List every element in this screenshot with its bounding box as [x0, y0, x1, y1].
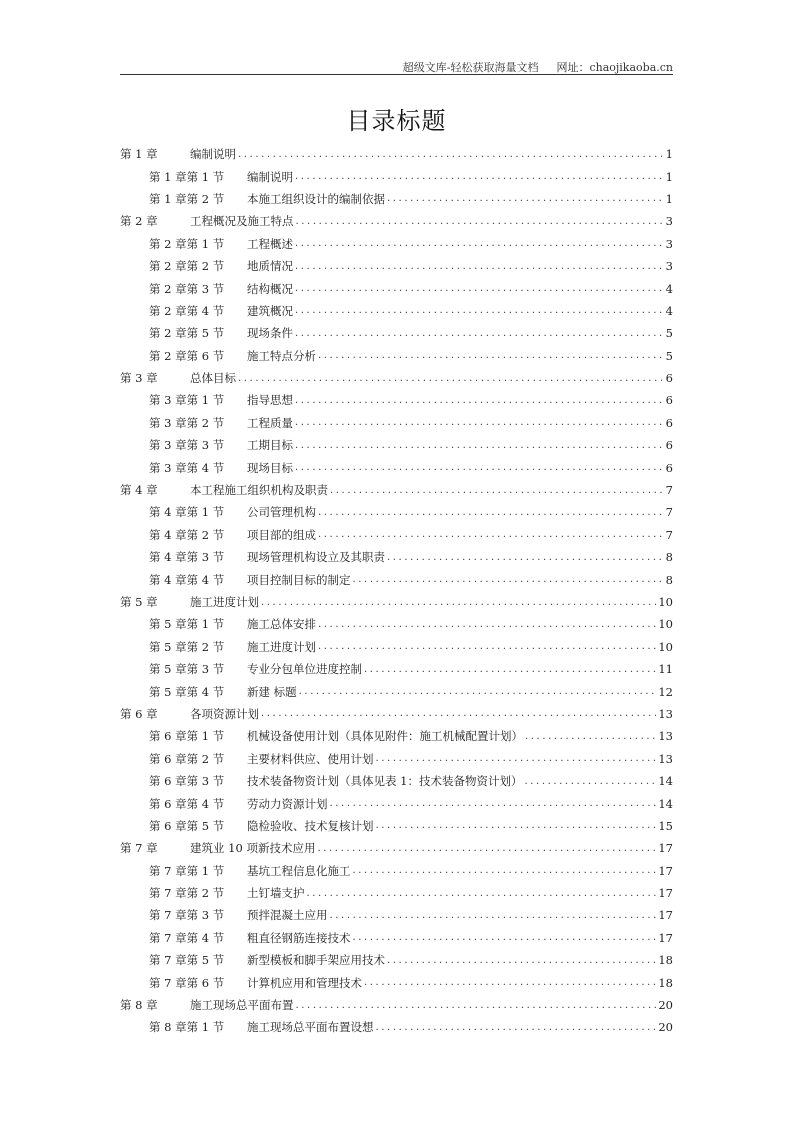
toc-entry-number: 第 6 章: [120, 706, 158, 721]
toc-leader-dots: [376, 820, 657, 831]
toc-section-entry[interactable]: [120, 412, 673, 434]
toc-section-entry[interactable]: [120, 882, 673, 904]
toc-leader-dots: [364, 664, 656, 675]
toc-page-number: 1: [665, 191, 673, 206]
toc-entry-title: 工程概况及施工特点: [190, 214, 294, 229]
toc-section-entry[interactable]: [120, 233, 673, 255]
toc-page-number: 17: [658, 863, 673, 878]
toc-entry-title: 专业分包单位进度控制: [247, 662, 362, 677]
toc-entry-number: 第 3 章: [120, 371, 158, 386]
toc-entry-number: 第 8 章: [120, 998, 158, 1013]
toc-entry-number: 第 1 章第 2 节: [149, 191, 225, 206]
toc-entry-title: 总体目标: [190, 371, 236, 386]
toc-section-entry[interactable]: [120, 680, 673, 702]
toc-leader-dots: [318, 529, 663, 540]
toc-entry-number: 第 4 章第 1 节: [149, 505, 225, 520]
toc-leader-dots: [376, 1022, 657, 1033]
toc-page-number: 3: [665, 214, 673, 229]
toc-page-number: 18: [658, 953, 673, 968]
toc-leader-dots: [295, 417, 663, 428]
toc-leader-dots: [238, 373, 663, 384]
toc-entry-title: 主要材料供应、使用计划: [247, 751, 374, 766]
toc-entry-title: 预拌混凝土应用: [247, 908, 328, 923]
header-text: [403, 59, 673, 75]
toc-entry-title: 各项资源计划: [190, 706, 259, 721]
toc-section-entry[interactable]: [120, 345, 673, 367]
toc-section-entry[interactable]: [120, 568, 673, 590]
toc-entry-title: 机械设备使用计划（具体见附件：施工机械配置计划）: [247, 729, 523, 744]
toc-section-entry[interactable]: [120, 501, 673, 523]
toc-section-entry[interactable]: [120, 949, 673, 971]
toc-leader-dots: [261, 597, 656, 608]
toc-leader-dots: [318, 641, 656, 652]
toc-leader-dots: [299, 686, 657, 697]
toc-entry-title: 隐检验收、技术复核计划: [247, 818, 374, 833]
toc-entry-number: 第 6 章第 4 节: [149, 796, 225, 811]
toc-section-entry[interactable]: [120, 524, 673, 546]
toc-entry-number: 第 7 章第 1 节: [149, 863, 225, 878]
toc-chapter-entry[interactable]: [120, 367, 673, 389]
toc-entry-title: 新建 标题: [247, 684, 297, 699]
toc-entry-number: 第 2 章第 3 节: [149, 281, 225, 296]
toc-entry-title: 施工现场总平面布置设想: [247, 1020, 374, 1035]
toc-entry-number: 第 1 章第 1 节: [149, 169, 225, 184]
toc-page-number: 8: [665, 550, 673, 565]
toc-entry-title: 建筑业 10 项新技术应用: [190, 841, 316, 856]
toc-entry-number: 第 2 章第 5 节: [149, 326, 225, 341]
toc-section-entry[interactable]: [120, 815, 673, 837]
toc-entry-title: 计算机应用和管理技术: [247, 975, 362, 990]
toc-entry-title: 公司管理机构: [247, 505, 316, 520]
site-url[interactable]: chaojikaoba.cn: [589, 61, 673, 74]
toc-entry-number: 第 5 章第 1 节: [149, 617, 225, 632]
toc-entry-title: 指导思想: [247, 393, 293, 408]
toc-page-number: 5: [665, 326, 673, 341]
url-label: 网址：: [556, 61, 590, 74]
toc-section-entry[interactable]: [120, 322, 673, 344]
toc-page-number: 6: [665, 415, 673, 430]
toc-entry-number: 第 2 章第 2 节: [149, 259, 225, 274]
toc-leader-dots: [387, 955, 656, 966]
toc-page-number: 7: [665, 483, 673, 498]
toc-section-entry[interactable]: [120, 165, 673, 187]
toc-leader-dots: [261, 708, 656, 719]
toc-entry-title: 项目控制目标的制定: [247, 572, 351, 587]
toc-leader-dots: [387, 193, 663, 204]
toc-entry-title: 编制说明: [190, 147, 236, 162]
toc-leader-dots: [295, 462, 663, 473]
toc-leader-dots: [317, 843, 656, 854]
toc-entry-number: 第 4 章第 3 节: [149, 550, 225, 565]
toc-page-number: 6: [665, 438, 673, 453]
toc-entry-number: 第 6 章第 1 节: [149, 729, 225, 744]
toc-page-number: 20: [658, 1020, 673, 1035]
toc-section-entry[interactable]: [120, 792, 673, 814]
toc-section-entry[interactable]: [120, 860, 673, 882]
toc-page-number: 18: [658, 975, 673, 990]
toc-section-entry[interactable]: [120, 971, 673, 993]
toc-page-number: 11: [658, 662, 673, 677]
toc-section-entry[interactable]: [120, 770, 673, 792]
toc-entry-title: 工程质量: [247, 415, 293, 430]
toc-leader-dots: [364, 977, 656, 988]
toc-leader-dots: [296, 1000, 657, 1011]
toc-entry-title: 粗直径钢筋连接技术: [247, 930, 351, 945]
toc-entry-number: 第 7 章第 5 节: [149, 953, 225, 968]
toc-entry-number: 第 3 章第 4 节: [149, 460, 225, 475]
toc-entry-number: 第 8 章第 1 节: [149, 1020, 225, 1035]
toc-section-entry[interactable]: [120, 546, 673, 568]
toc-entry-number: 第 6 章第 2 节: [149, 751, 225, 766]
toc-chapter-entry[interactable]: [120, 837, 673, 859]
toc-leader-dots: [318, 619, 656, 630]
toc-entry-number: 第 1 章: [120, 147, 158, 162]
toc-section-entry[interactable]: [120, 1016, 673, 1038]
toc-entry-number: 第 7 章第 2 节: [149, 886, 225, 901]
toc-entry-number: 第 6 章第 3 节: [149, 774, 225, 789]
site-name: 超级文库-轻松获取海量文档: [402, 61, 539, 74]
toc-section-entry[interactable]: [120, 255, 673, 277]
toc-entry-number: 第 4 章第 4 节: [149, 572, 225, 587]
toc-leader-dots: [318, 350, 663, 361]
toc-page-number: 17: [658, 841, 673, 856]
toc-chapter-entry[interactable]: [120, 994, 673, 1016]
toc-entry-title: 施工进度计划: [247, 639, 316, 654]
toc-leader-dots: [376, 753, 657, 764]
toc-page-number: 6: [665, 371, 673, 386]
toc-leader-dots: [387, 552, 663, 563]
toc-page-number: 6: [665, 393, 673, 408]
toc-leader-dots: [330, 485, 663, 496]
toc-page-number: 8: [665, 572, 673, 587]
toc-page-number: 20: [658, 998, 673, 1013]
toc-page-number: 3: [665, 259, 673, 274]
toc-leader-dots: [295, 261, 663, 272]
table-of-contents: [120, 143, 673, 1039]
toc-page-number: 7: [665, 505, 673, 520]
toc-leader-dots: [307, 888, 657, 899]
toc-entry-number: 第 6 章第 5 节: [149, 818, 225, 833]
toc-entry-number: 第 5 章第 2 节: [149, 639, 225, 654]
toc-page-number: 10: [658, 639, 673, 654]
toc-leader-dots: [330, 798, 657, 809]
toc-section-entry[interactable]: [120, 389, 673, 411]
toc-page-number: 5: [665, 348, 673, 363]
toc-section-entry[interactable]: [120, 277, 673, 299]
toc-leader-dots: [295, 395, 663, 406]
toc-entry-number: 第 5 章第 4 节: [149, 684, 225, 699]
toc-entry-title: 工期目标: [247, 438, 293, 453]
toc-entry-title: 新型模板和脚手架应用技术: [247, 953, 385, 968]
toc-page-number: 14: [658, 774, 673, 789]
toc-section-entry[interactable]: [120, 188, 673, 210]
toc-page-number: 4: [665, 303, 673, 318]
toc-leader-dots: [318, 507, 663, 518]
toc-page-number: 17: [658, 908, 673, 923]
toc-chapter-entry[interactable]: [120, 479, 673, 501]
toc-entry-title: 工程概述: [247, 236, 293, 251]
toc-entry-number: 第 7 章第 4 节: [149, 930, 225, 945]
toc-entry-number: 第 5 章: [120, 595, 158, 609]
toc-chapter-entry[interactable]: [120, 591, 673, 613]
toc-page-number: 4: [665, 281, 673, 296]
toc-page-number: 13: [658, 706, 673, 721]
toc-entry-title: 施工特点分析: [247, 348, 316, 363]
toc-entry-title: 施工总体安排: [247, 617, 316, 632]
toc-entry-title: 本工程施工组织机构及职责: [190, 483, 328, 498]
page-header: [120, 58, 673, 75]
toc-leader-dots: [524, 776, 656, 787]
toc-page-number: 13: [658, 729, 673, 744]
toc-page-number: 13: [658, 751, 673, 766]
toc-leader-dots: [295, 328, 663, 339]
toc-page-number: 7: [665, 527, 673, 542]
toc-leader-dots: [295, 171, 663, 182]
toc-entry-title: 建筑概况: [247, 303, 293, 318]
toc-entry-title: 结构概况: [247, 281, 293, 296]
toc-entry-title: 现场目标: [247, 460, 293, 475]
toc-entry-number: 第 2 章第 6 节: [149, 348, 225, 363]
toc-page-number: 10: [658, 595, 673, 609]
toc-page-number: 6: [665, 460, 673, 475]
toc-entry-number: 第 2 章第 4 节: [149, 303, 225, 318]
toc-leader-dots: [353, 932, 657, 943]
toc-entry-number: 第 7 章第 6 节: [149, 975, 225, 990]
toc-entry-title: 土钉墙支护: [247, 886, 305, 901]
toc-entry-number: 第 7 章: [120, 841, 158, 856]
toc-entry-title: 劳动力资源计划: [247, 796, 328, 811]
toc-entry-title: 施工现场总平面布置: [190, 998, 294, 1013]
toc-entry-title: 地质情况: [247, 259, 293, 274]
toc-leader-dots: [238, 149, 663, 160]
toc-page-number: 17: [658, 930, 673, 945]
toc-section-entry[interactable]: [120, 434, 673, 456]
toc-page-number: 1: [665, 169, 673, 184]
toc-entry-title: 技术装备物资计划（具体见表 1：技术装备物资计划）: [247, 774, 523, 789]
toc-chapter-entry[interactable]: [120, 210, 673, 232]
toc-page-number: 3: [665, 236, 673, 251]
page-title: 目录标题: [346, 107, 447, 135]
toc-page-number: 1: [665, 147, 673, 162]
toc-leader-dots: [295, 283, 663, 294]
toc-leader-dots: [295, 440, 663, 451]
toc-entry-number: 第 3 章第 1 节: [149, 393, 225, 408]
toc-chapter-entry[interactable]: [120, 703, 673, 725]
toc-entry-number: 第 4 章第 2 节: [149, 527, 225, 542]
toc-entry-number: 第 5 章第 3 节: [149, 662, 225, 677]
toc-section-entry[interactable]: [120, 904, 673, 926]
toc-chapter-entry[interactable]: [120, 143, 673, 165]
toc-leader-dots: [330, 910, 657, 921]
toc-entry-title: 编制说明: [247, 169, 293, 184]
toc-section-entry[interactable]: [120, 748, 673, 770]
toc-leader-dots: [353, 574, 664, 585]
toc-entry-title: 现场条件: [247, 326, 293, 341]
toc-leader-dots: [296, 216, 664, 227]
toc-leader-dots: [525, 731, 656, 742]
toc-section-entry[interactable]: [120, 613, 673, 635]
toc-leader-dots: [295, 305, 663, 316]
toc-entry-number: 第 2 章第 1 节: [149, 236, 225, 251]
toc-entry-title: 现场管理机构设立及其职责: [247, 550, 385, 565]
toc-entry-title: 施工进度计划: [190, 595, 259, 609]
toc-entry-title: 项目部的组成: [247, 527, 316, 542]
toc-section-entry[interactable]: [120, 300, 673, 322]
toc-entry-number: 第 4 章: [120, 483, 158, 498]
toc-section-entry[interactable]: [120, 456, 673, 478]
toc-entry-number: 第 2 章: [120, 214, 158, 229]
toc-page-number: 14: [658, 796, 673, 811]
toc-leader-dots: [353, 865, 657, 876]
toc-entry-number: 第 7 章第 3 节: [149, 908, 225, 923]
toc-section-entry[interactable]: [120, 636, 673, 658]
toc-entry-title: 本施工组织设计的编制依据: [247, 191, 385, 206]
toc-page-number: 17: [658, 886, 673, 901]
toc-section-entry[interactable]: [120, 725, 673, 747]
toc-page-number: 10: [658, 617, 673, 632]
toc-entry-number: 第 3 章第 2 节: [149, 415, 225, 430]
toc-section-entry[interactable]: [120, 658, 673, 680]
toc-page-number: 12: [658, 684, 673, 699]
toc-leader-dots: [295, 238, 663, 249]
toc-section-entry[interactable]: [120, 927, 673, 949]
toc-page-number: 15: [658, 818, 673, 833]
toc-entry-number: 第 3 章第 3 节: [149, 438, 225, 453]
toc-entry-title: 基坑工程信息化施工: [247, 863, 351, 878]
